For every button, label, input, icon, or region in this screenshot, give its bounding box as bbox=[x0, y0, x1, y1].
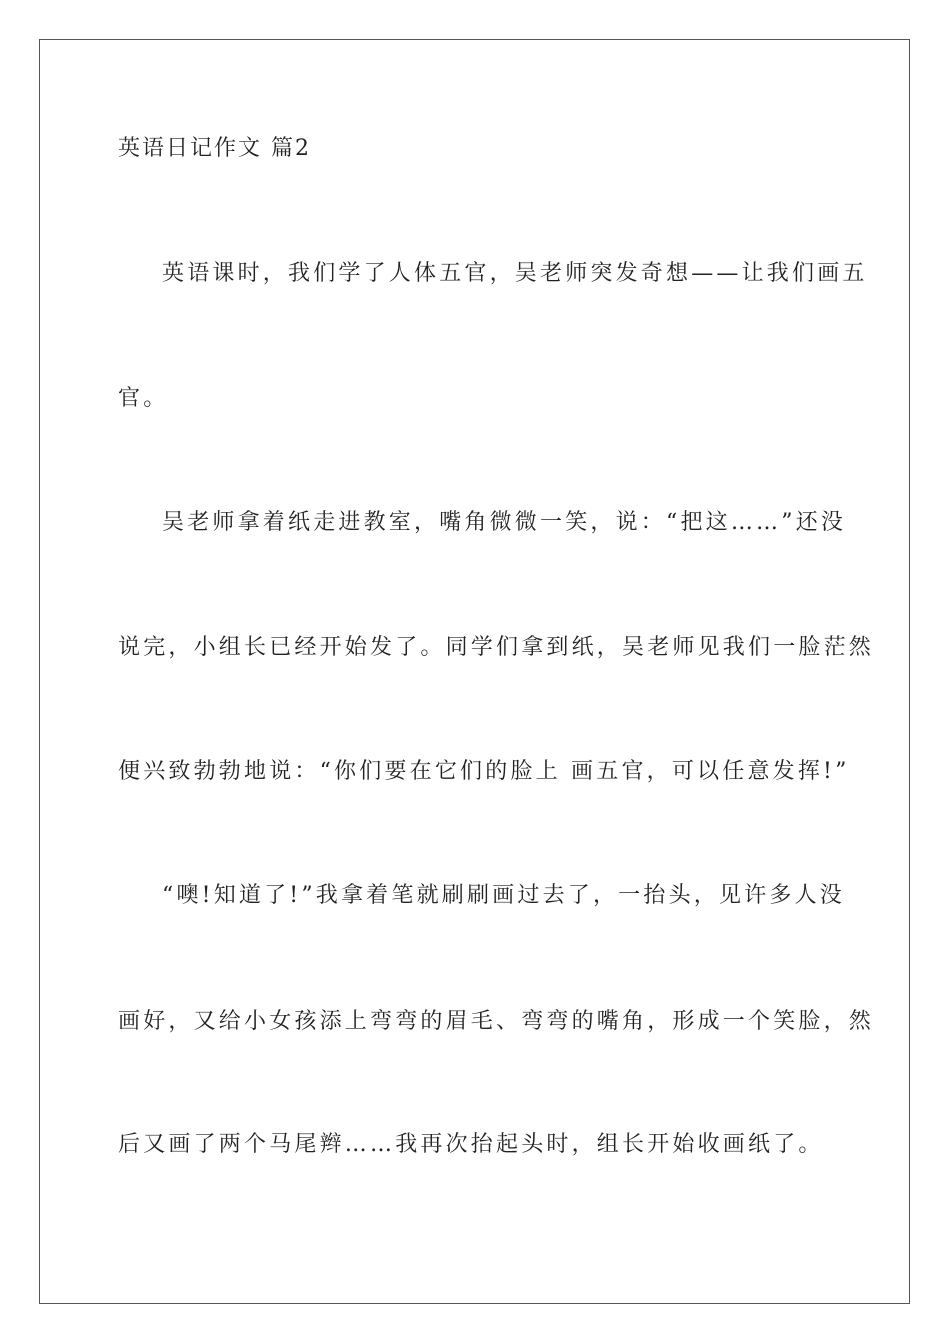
paragraph-line: 英语课时，我们学了人体五官，吴老师突发奇想——让我们画五 bbox=[162, 261, 868, 286]
paragraph-line: “噢!知道了!”我拿着笔就刷刷画过去了，一抬头，见许多人没 bbox=[162, 883, 845, 908]
paragraph-line: 吴老师拿着纸走进教室，嘴角微微一笑，说：“把这……”还没 bbox=[162, 510, 847, 535]
document-title: 英语日记作文 篇2 bbox=[118, 136, 311, 161]
paragraph-line: 后又画了两个马尾辫……我再次抬起头时，组长开始收画纸了。 bbox=[118, 1132, 824, 1157]
paragraph-line: 官。 bbox=[118, 386, 169, 411]
paragraph-line: 说完，小组长已经开始发了。同学们拿到纸，吴老师见我们一脸茫然 bbox=[118, 635, 875, 660]
page-border bbox=[39, 39, 910, 1304]
paragraph-line: 画好，又给小女孩添上弯弯的眉毛、弯弯的嘴角，形成一个笑脸，然 bbox=[118, 1009, 875, 1034]
paragraph-line: 便兴致勃勃地说：“你们要在它们的脸上 画五官，可以任意发挥!” bbox=[118, 759, 850, 784]
